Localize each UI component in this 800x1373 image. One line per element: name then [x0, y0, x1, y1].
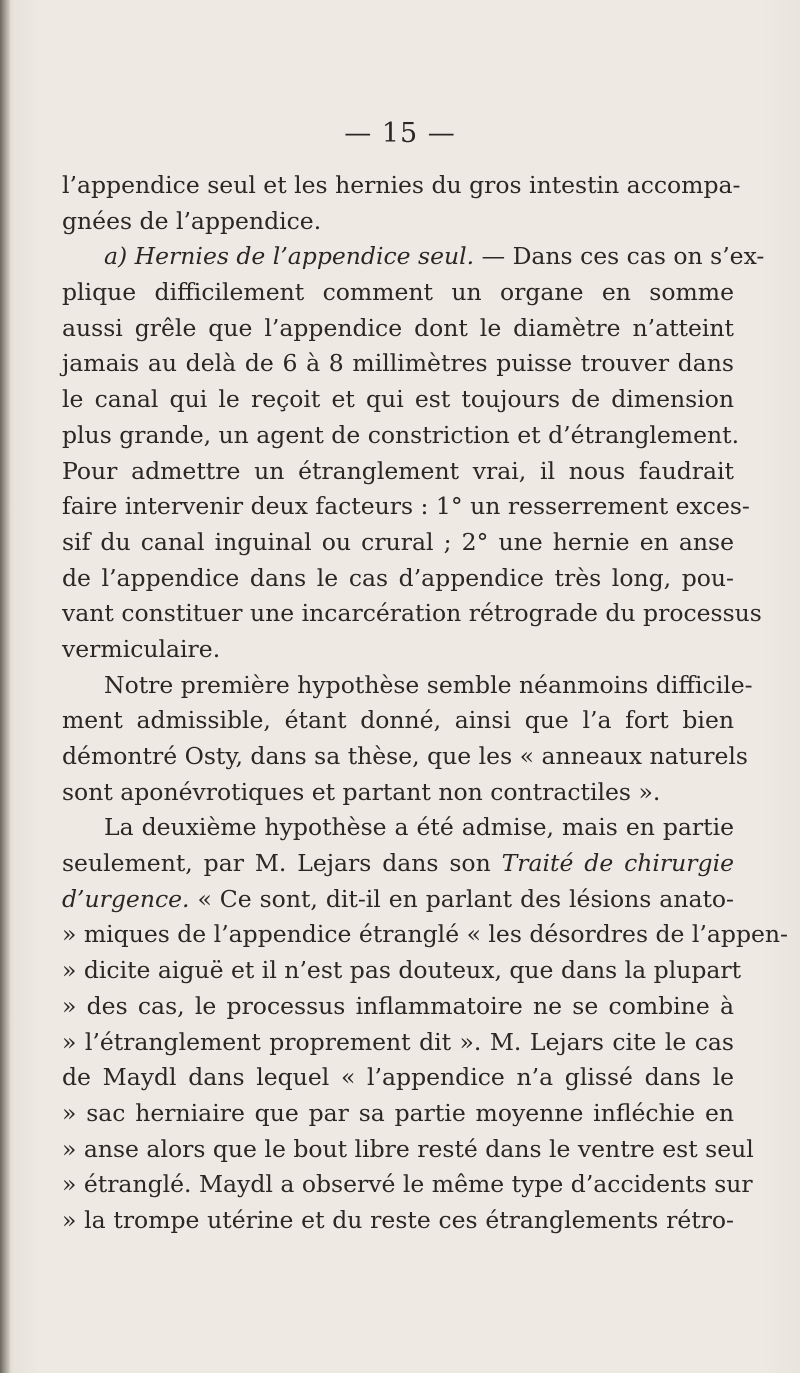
text-line: ment admissible, étant donné, ainsi que l’a fort bien: [62, 706, 734, 735]
quote-line: » étranglé. Maydl a observé le même type d’accidents sur: [62, 1170, 753, 1199]
text-line: Pour admettre un étranglement vrai, il nous faudrait: [62, 456, 734, 485]
section-title: Hernies de l’appendice seul.: [134, 242, 475, 271]
text-line: sif du canal inguinal ou crural ; 2° une hernie en anse: [62, 527, 734, 556]
text-line: jamais au delà de 6 à 8 millimètres puisse trouver dans: [62, 349, 734, 378]
text-fragment: seulement, par M. Lejars dans son: [62, 849, 502, 878]
text-line: l’appendice seul et les hernies du gros intestin accompa-: [62, 171, 741, 199]
text-line: de Maydl dans lequel « l’appendice n’a glissé dans le: [62, 1063, 734, 1092]
text-line: le canal qui le reçoit et qui est toujours de dimension: [62, 385, 734, 414]
quote-line: » anse alors que le bout libre resté dans le ventre est seul: [62, 1134, 754, 1163]
text-line: plique difficilement comment un organe en somme: [62, 278, 734, 307]
page-number: — 15 —: [344, 118, 456, 149]
text-line: faire intervenir deux facteurs : 1° un resserrement exces-: [62, 492, 750, 521]
text-fragment: « Ce sont, dit-il en parlant des lésions anato-: [189, 884, 734, 913]
section-heading-line: [62, 239, 765, 275]
quote-line: » l’étranglement proprement dit ». M. Lejars cite le cas: [62, 1027, 734, 1056]
section-label: a): [104, 242, 135, 271]
quote-line: » des cas, le processus inflammatoire ne se combine à: [62, 991, 734, 1020]
text-line: plus grande, un agent de constriction et d’étranglement.: [62, 420, 740, 449]
citation-line: [62, 882, 734, 918]
page-binding-edge: [0, 0, 10, 1373]
quote-line: » la trompe utérine et du reste ces étranglements rétro-: [62, 1205, 734, 1234]
body-text: [62, 168, 788, 1239]
text-line: démontré Osty, dans sa thèse, que les « anneaux naturels: [62, 742, 748, 770]
text-line: Notre première hypothèse semble néanmoins difficile-: [104, 670, 753, 699]
book-title: d’urgence.: [62, 884, 190, 913]
text-line: de l’appendice dans le cas d’appendice très long, pou-: [62, 563, 734, 592]
text-fragment: — Dans ces cas on s’ex-: [474, 242, 765, 271]
quote-line: » sac herniaire que par sa partie moyenne infléchie en: [62, 1098, 734, 1127]
quote-line: » dicite aiguë et il n’est pas douteux, que dans la plupart: [62, 956, 742, 985]
quote-line: » miques de l’appendice étranglé « les désordres de l’appen-: [62, 920, 788, 949]
text-line: aussi grêle que l’appendice dont le diamètre n’atteint: [62, 313, 734, 342]
text-line: La deuxième hypothèse a été admise, mais en partie: [104, 813, 734, 842]
book-title: Traité de chirurgie: [501, 849, 734, 878]
text-line: sont aponévrotiques et partant non contractiles ».: [62, 777, 661, 806]
text-line: vant constituer une incarcération rétrograde du processus: [62, 599, 762, 628]
text-line: gnées de l’appendice.: [62, 206, 322, 235]
text-line: vermiculaire.: [62, 634, 221, 663]
citation-line: [62, 846, 734, 882]
